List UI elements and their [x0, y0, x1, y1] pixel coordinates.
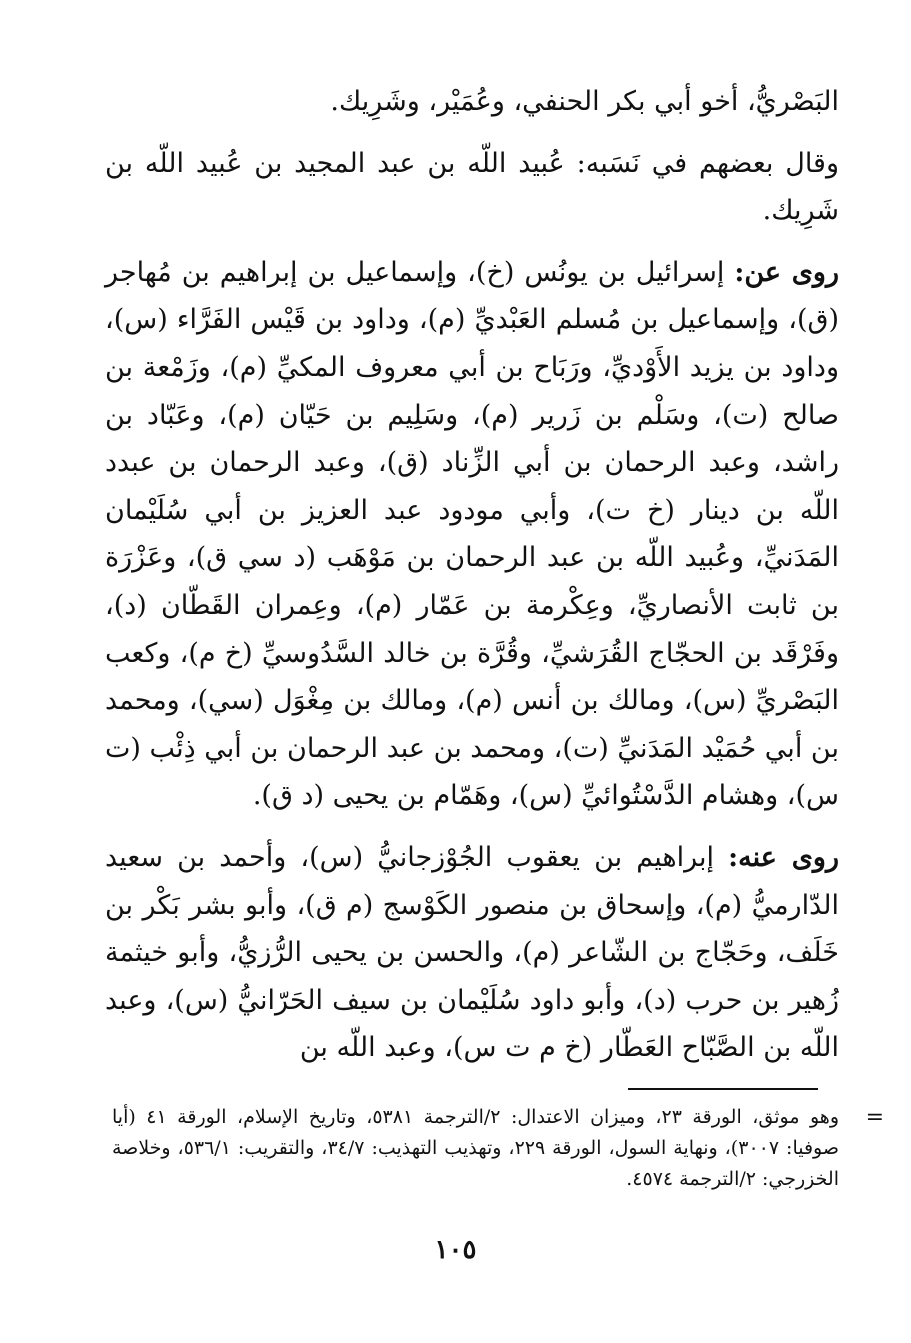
page-number: ١٠٥ [434, 1235, 477, 1265]
section-heading-narrated-by: روى عنه: [728, 841, 839, 873]
paragraph-lineage-alt [105, 140, 839, 235]
paragraph-text: البَصْريُّ، أخو أبي بكر الحنفي، وعُمَيْر، وشَرِيك. [330, 86, 839, 117]
section-heading-narrated-from: روى عن: [734, 256, 840, 288]
paragraph-text: إسرائيل بن يونُس (خ)، وإسماعيل بن إبراهيم بن مُهاجر (ق)، وإسماعيل بن مُسلم العَبْديِّ (م)، وداود بن قَيْس الفَرَّاء (س)، وداود بن يزيد الأَوْديِّ، ورَبَاح بن أبي معروف المكيِّ (م)، وزَمْعة بن صالح (ت)، وسَلْم بن زَرير (م)، وسَلِيم بن حَيّان (م)، وعَبّاد بن راشد، وعبد الرحمان بن أبي الزِّناد (ق)، وعبد الرحمان بن عبدد اللّه بن دينار (خ ت)، وأبي مودود عبد العزيز بن أبي سُلَيْمان المَدَنيِّ، وعُبيد اللّه بن عبد الرحمان بن مَوْهَب (د سي ق)، وعَزْرَة بن ثابت الأنصاريِّ، وعِكْرمة بن عَمّار (م)، وعِمران القَطّان (د)، وفَرْقَد بن الحجّاج القُرَشيِّ، وقُرَّة بن خالد السَّدُوسيِّ (خ م)، وكعب البَصْريِّ (س)، ومالك بن أنس (م)، ومالك بن مِغْوَل (سي)، ومحمد بن أبي حُمَيْد المَدَنيِّ (ت)، ومحمد بن عبد الرحمان بن أبي ذِئْب (ت س)، وهشام الدَّسْتُوائيِّ (س)، وهَمّام بن يحيى (د ق). [105, 256, 839, 812]
footnote [112, 1102, 884, 1195]
footnote-divider [628, 1088, 818, 1090]
footnote-continuation-marker: = [865, 1105, 884, 1130]
footnote-text: وهو موثق، الورقة ٢٣، وميزان الاعتدال: ٢/الترجمة ٥٣٨١، وتاريخ الإسلام، الورقة ٤١ (أيا صوفيا: ٣٠٠٧)، ونهاية السول، الورقة ٢٢٩، وتهذيب التهذيب: ٣٤/٧، والتقريب: ٥٣٦/١، وخلاصة الخزرجي: ٢/الترجمة ٤٥٧٤. [112, 1106, 839, 1190]
paragraph-lineage-end [105, 78, 839, 126]
paragraph-text: وقال بعضهم في نَسَبه: عُبيد اللّه بن عبد المجيد بن عُبيد اللّه بن شَرِيك. [105, 147, 839, 227]
paragraph-text: إبراهيم بن يعقوب الجُوْزجانيُّ (س)، وأحمد بن سعيد الدّارميُّ (م)، وإسحاق بن منصور الكَوْسج (م ق)، وأبو بشر بَكْر بن خَلَف، وحَجّاج بن الشّاعر (م)، والحسن بن يحيى الرُّزيُّ، وأبو خيثمة زُهير بن حرب (د)، وأبو داود سُلَيْمان بن سيف الحَرّانيُّ (س)، وعبد اللّه بن الصَّبّاح العَطّار (خ م ت س)، وعبد اللّه بن [105, 841, 839, 1064]
main-text [105, 78, 839, 1072]
paragraph-narrated-from [105, 249, 839, 820]
paragraph-narrated-by [105, 834, 839, 1072]
